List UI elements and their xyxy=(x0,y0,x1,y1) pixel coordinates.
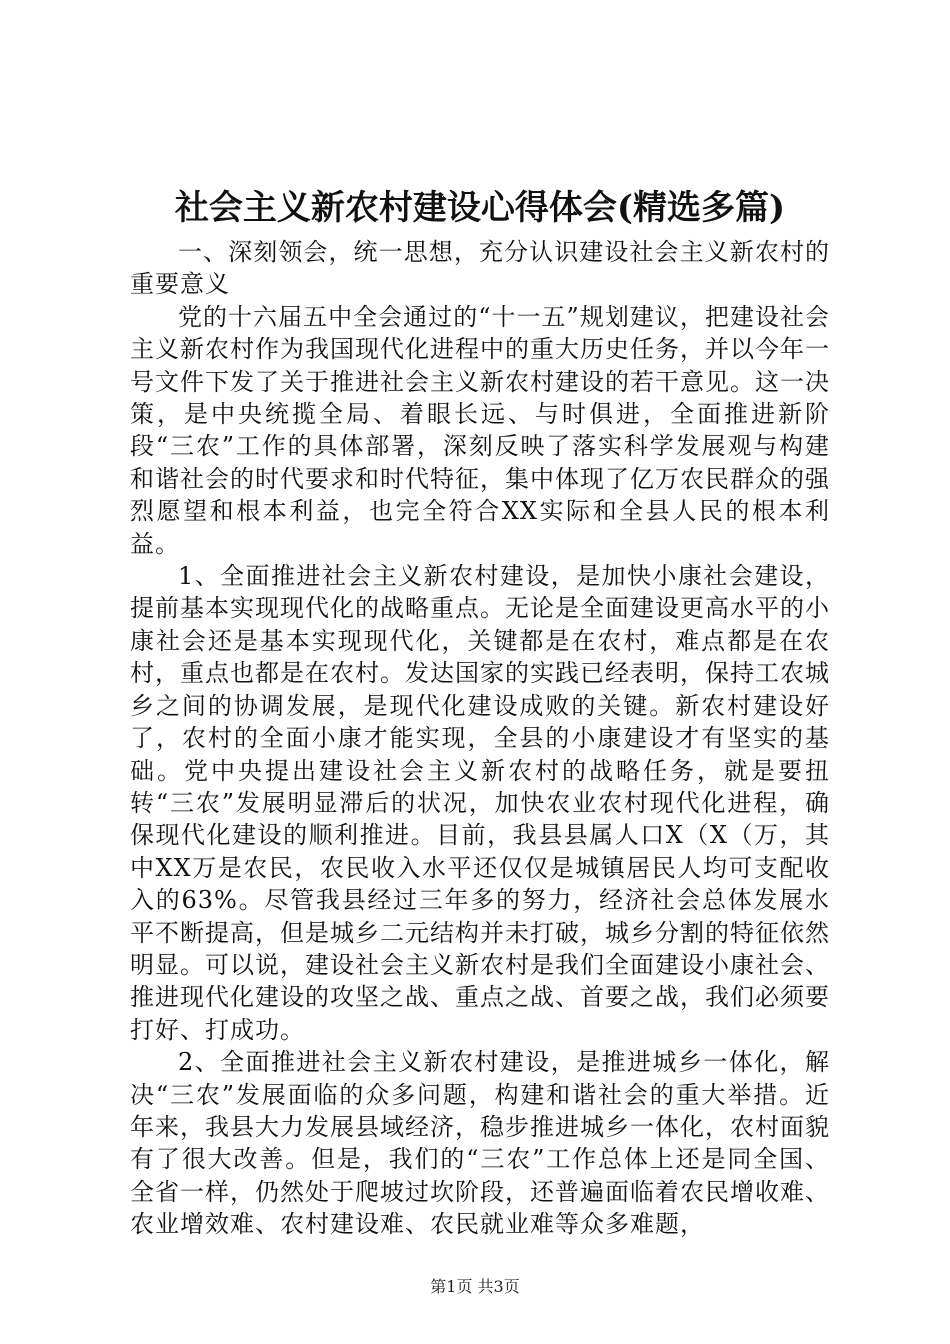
body-paragraph: 党的十六届五中全会通过的“十一五”规划建议，把建设社会主义新农村作为我国现代化进程中的重大历史任务，并以今年一号文件下发了关于推进社会主义新农村建设的若干意见。这一决策，是中央统揽全局、着眼长远、与时俱进，全面推进新阶段“三农”工作的具体部署，深刻反映了落实科学发展观与构建和谐社会的时代要求和时代特征，集中体现了亿万农民群众的强烈愿望和根本利益，也完全符合XX实际和全县人民的根本利益。 xyxy=(130,302,830,558)
body-paragraph: 2、全面推进社会主义新农村建设，是推进城乡一体化，解决“三农”发展面临的众多问题，构建和谐社会的重大举措。近年来，我县大力发展县域经济，稳步推进城乡一体化，农村面貌有了很大改善。但是，我们的“三农”工作总体上还是同全国、全省一样，仍然处于爬坡过坎阶段，还普遍面临着农民增收难、农业增效难、农村建设难、农民就业难等众多难题， xyxy=(130,1048,830,1239)
page-footer: 第1页 共3页 xyxy=(430,1277,520,1296)
section-heading-paragraph: 一、深刻领会，统一思想，充分认识建设社会主义新农村的重要意义 xyxy=(130,238,830,299)
body-paragraph: 1、全面推进社会主义新农村建设，是加快小康社会建设，提前基本实现现代化的战略重点。无论是全面建设更高水平的小康社会还是基本实现现代化，关键都是在农村，难点都是在农村，重点也都是在农村。发达国家的实践已经表明，保持工农城乡之间的协调发展，是现代化建设成败的关键。新农村建设好了，农村的全面小康才能实现，全县的小康建设才有坚实的基础。党中央提出建设社会主义新农村的战略任务，就是要扭转“三农”发展明显滞后的状况，加快农业农村现代化进程，确保现代化建设的顺利推进。目前，我县县属人口X（X（万，其中XX万是农民，农民收入水平还仅仅是城镇居民人均可支配收入的63%。尽管我县经过三年多的努力，经济社会总体发展水平不断提高，但是城乡二元结构并未打破，城乡分割的特征依然明显。可以说，建设社会主义新农村是我们全面建设小康社会、推进现代化建设的攻坚之战、重点之战、首要之战，我们必须要打好、打成功。 xyxy=(130,562,830,1044)
document-title: 社会主义新农村建设心得体会(精选多篇) xyxy=(174,188,786,228)
document-body xyxy=(130,236,830,1241)
